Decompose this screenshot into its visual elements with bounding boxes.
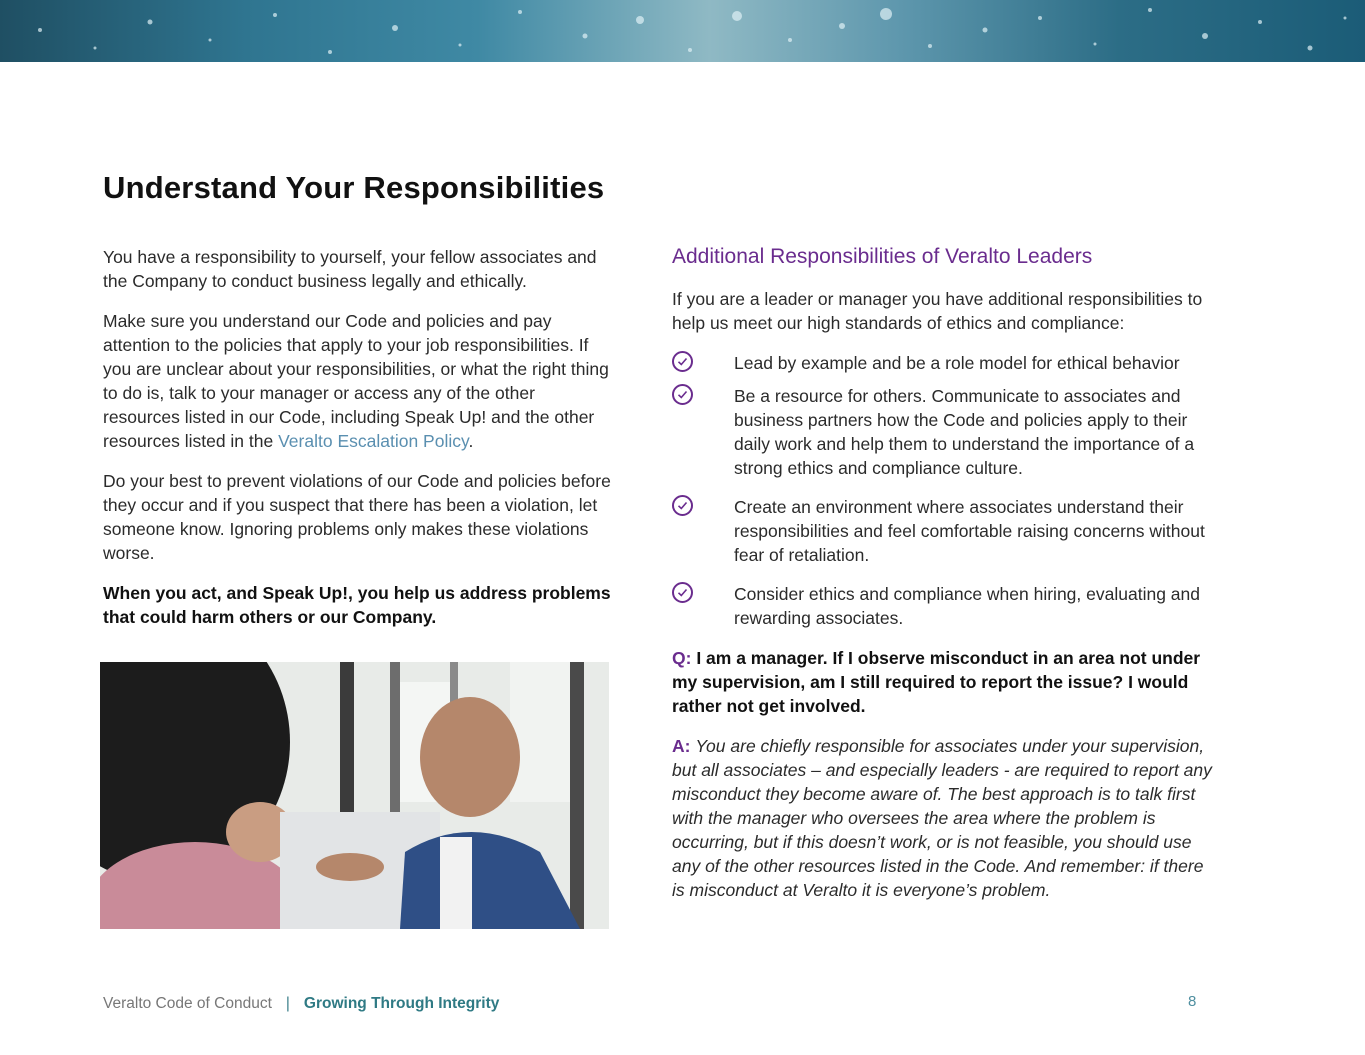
code-policies-end: . [468, 431, 474, 451]
question-label: Q: [672, 648, 692, 668]
list-item [672, 384, 1212, 480]
answer-paragraph [672, 734, 1212, 902]
footer-tagline: Growing Through Integrity [303, 995, 500, 1012]
list-item-text: Create an environment where associates understand their responsibilities and feel comfortable raising concerns without fear of retaliation. [734, 497, 1205, 565]
checkmark-circle-icon [672, 582, 693, 603]
leader-responsibilities-list [672, 351, 1212, 630]
header-water-banner [0, 0, 1365, 62]
list-item [672, 351, 1212, 375]
meeting-photo-illustration [100, 662, 609, 929]
speak-up-callout: When you act, and Speak Up!, you help us address problems that could harm others or our Company. [103, 583, 611, 627]
answer-label: A: [672, 736, 691, 756]
list-item-text: Be a resource for others. Communicate to associates and business partners how the Code and policies apply to their daily work and help them to understand the importance of a strong ethics and compliance culture. [734, 386, 1195, 478]
meeting-photo [100, 662, 609, 929]
checkmark-circle-icon [672, 384, 693, 405]
footer-doc-name: Veralto Code of Conduct [103, 995, 272, 1012]
code-policies-paragraph [103, 309, 613, 453]
leaders-heading: Additional Responsibilities of Veralto Leaders [672, 245, 1093, 268]
answer-text: You are chiefly responsible for associates under your supervision, but all associates – and especially leaders - are required to report any misconduct they become aware of. The best approach is to talk first with the manager who oversees the area where the problem is occurring, but if this doesn’t work, or is not feasible, you should use any of the other resources listed in the Code. And remember: if there is misconduct at Veralto it is everyone’s problem. [672, 736, 1212, 900]
list-item-text: Consider ethics and compliance when hiring, evaluating and rewarding associates. [734, 584, 1200, 628]
left-column [103, 245, 613, 645]
escalation-policy-link[interactable]: Veralto Escalation Policy [278, 431, 469, 451]
leaders-intro: If you are a leader or manager you have additional responsibilities to help us meet our high standards of ethics and compliance: [672, 289, 1203, 333]
right-column [672, 243, 1212, 918]
footer-separator: | [285, 995, 290, 1012]
checkmark-circle-icon [672, 351, 693, 372]
question-paragraph [672, 646, 1212, 718]
checkmark-circle-icon [672, 495, 693, 516]
code-policies-text: Make sure you understand our Code and policies and pay attention to the policies that apply to your job responsibilities. If you are unclear about your responsibilities, or what the right thing to do is, talk to your manager or access any of the other resources listed in our Code, including Speak Up! and the other resources listed in the [103, 311, 609, 451]
intro-paragraph: You have a responsibility to yourself, your fellow associates and the Company to conduct business legally and ethically. [103, 247, 597, 291]
prevent-violations-paragraph: Do your best to prevent violations of our Code and policies before they occur and if you suspect that there has been a violation, let someone know. Ignoring problems only makes these violations worse. [103, 471, 611, 563]
page-number: 8 [1188, 993, 1197, 1010]
list-item [672, 495, 1212, 567]
water-bubbles-decoration [0, 0, 1365, 62]
list-item [672, 582, 1212, 630]
footer [103, 995, 499, 1013]
page-title: Understand Your Responsibilities [103, 170, 605, 205]
question-text: I am a manager. If I observe misconduct in an area not under my supervision, am I still required to report the issue? I would rather not get involved. [672, 648, 1201, 716]
list-item-text: Lead by example and be a role model for ethical behavior [734, 353, 1180, 373]
